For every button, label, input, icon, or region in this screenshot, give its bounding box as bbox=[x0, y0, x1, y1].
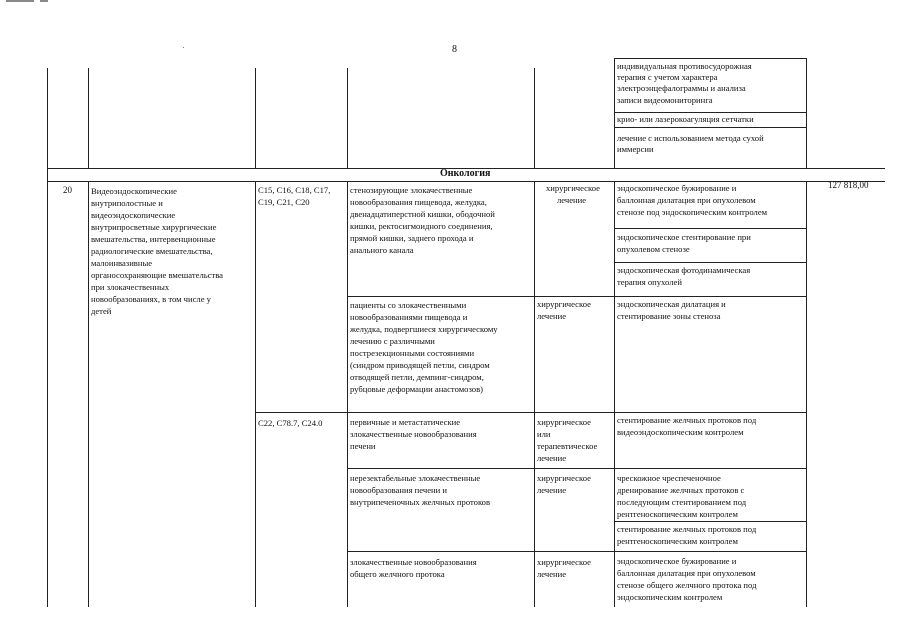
code-line: C15, C16, C18, C17, bbox=[258, 185, 331, 195]
method-line: терапия опухолей bbox=[617, 277, 682, 287]
model-line: первичные и метастатические bbox=[350, 417, 461, 427]
model-line: анального канала bbox=[350, 245, 414, 255]
method-line: стенозе под эндоскопическим контролем bbox=[617, 207, 768, 217]
name-line: новообразованиях, в том числе у bbox=[91, 294, 211, 304]
name-line: вмешательства, интервенционные bbox=[91, 234, 216, 244]
model-line: стенозирующие злокачественные bbox=[350, 185, 473, 195]
model-line: печени bbox=[350, 441, 376, 451]
method-line: стентирование желчных протоков под bbox=[617, 524, 757, 534]
method-line: эндоскопическое бужирование и bbox=[617, 183, 737, 193]
method-line: рентгеноскопическим контролем bbox=[617, 509, 738, 519]
name-line: видеоэндоскопические bbox=[91, 210, 176, 220]
model-line: желудка, подвергшиеся хирургическому bbox=[350, 324, 498, 334]
model-line: отводящей петли, демпинг-синдром, bbox=[350, 372, 484, 382]
model-line: рубцовые деформации анастомозов) bbox=[350, 384, 484, 394]
model-line: нерезектабельные злокачественные bbox=[350, 473, 481, 483]
method-line: чрескожное чреспеченочное bbox=[617, 473, 721, 483]
model-line: новообразования печени и bbox=[350, 485, 447, 495]
name-line: органосохраняющие вмешательства bbox=[91, 270, 223, 280]
treatment-line: хирургическое bbox=[537, 557, 591, 567]
top-edge-mark bbox=[40, 0, 48, 2]
method-cell-line: иммерсии bbox=[617, 144, 654, 154]
method-line: стентирование желчных протоков под bbox=[617, 415, 757, 425]
treatment-line: лечение bbox=[557, 195, 587, 205]
treatment-line: хирургическое bbox=[537, 417, 591, 427]
method-line: видеоэндоскопическим контролем bbox=[617, 427, 744, 437]
model-line: (синдром приводящей петли, синдром bbox=[350, 360, 490, 370]
model-line: злокачественные новообразования bbox=[350, 429, 477, 439]
treatment-line: хирургическое bbox=[537, 299, 591, 309]
treatment-line: лечение bbox=[537, 453, 567, 463]
model-line: пациенты со злокачественными bbox=[350, 300, 467, 310]
method-cell-line: индивидуальная противосудорожная bbox=[617, 61, 752, 71]
name-line: внутрипросветные хирургические bbox=[91, 222, 217, 232]
treatment-line: хирургическое bbox=[537, 473, 591, 483]
name-line: малоинвазивные bbox=[91, 258, 153, 268]
price-value: 127 818,00 bbox=[828, 180, 869, 190]
method-line: эндоскопическое стентирование при bbox=[617, 232, 751, 242]
code-line: C22, C78.7, C24.0 bbox=[258, 418, 323, 428]
name-line: радиологические вмешательства, bbox=[91, 246, 213, 256]
method-line: эндоскопическим контролем bbox=[617, 592, 723, 602]
treatment-line: или bbox=[537, 429, 551, 439]
treatment-line: хирургическое bbox=[546, 183, 600, 193]
name-line: внутриполостные и bbox=[91, 198, 163, 208]
method-line: последующим стентированием под bbox=[617, 497, 747, 507]
model-line: злокачественные новообразования bbox=[350, 557, 477, 567]
method-line: стентирование зоны стеноза bbox=[617, 311, 721, 321]
model-line: двенадцатиперстной кишки, ободочной bbox=[350, 209, 495, 219]
method-line: эндоскопическое бужирование и bbox=[617, 556, 737, 566]
treatment-line: терапевтическое bbox=[537, 441, 598, 451]
method-line: рентгеноскопическим контролем bbox=[617, 536, 738, 546]
row-number: 20 bbox=[63, 185, 72, 195]
model-line: прямой кишки, заднего прохода и bbox=[350, 233, 474, 243]
method-cell-line: лечение с использованием метода сухой bbox=[617, 133, 764, 143]
model-line: кишки, ректосигмоидного соединения, bbox=[350, 221, 493, 231]
method-cell-line: крио- или лазерокоагуляция сетчатки bbox=[617, 114, 754, 124]
method-cell-line: электроэнцефалограммы и анализа bbox=[617, 83, 746, 93]
method-cell-line: записи видеомониторинга bbox=[617, 95, 713, 105]
model-line: пострезекционными состояниями bbox=[350, 348, 475, 358]
method-line: дренирование желчных протоков с bbox=[617, 485, 745, 495]
code-line: C19, C21, C20 bbox=[258, 197, 310, 207]
treatment-line: лечение bbox=[537, 569, 567, 579]
name-line: при злокачественных bbox=[91, 282, 170, 292]
treatment-line: лечение bbox=[537, 311, 567, 321]
method-line: баллонная дилатация при опухолевом bbox=[617, 568, 756, 578]
model-line: новообразованиями пищевода и bbox=[350, 312, 468, 322]
method-line: эндоскопическая дилатация и bbox=[617, 299, 726, 309]
model-line: внутрипеченочных желчных протоков bbox=[350, 497, 491, 507]
scan-speck bbox=[183, 47, 184, 48]
model-line: лечению с различными bbox=[350, 336, 435, 346]
name-line: Видеоэндоскопические bbox=[91, 186, 177, 196]
method-line: баллонная дилатация при опухолевом bbox=[617, 195, 756, 205]
method-line: стенозе общего желчного протока под bbox=[617, 580, 757, 590]
top-edge-mark bbox=[6, 0, 34, 2]
section-title: Онкология bbox=[440, 168, 491, 179]
method-cell-line: терапия с учетом характера bbox=[617, 72, 718, 82]
method-line: эндоскопическая фотодинамическая bbox=[617, 265, 751, 275]
name-line: детей bbox=[91, 306, 112, 316]
model-line: новообразования пищевода, желудка, bbox=[350, 197, 487, 207]
method-line: опухолевом стенозе bbox=[617, 244, 690, 254]
page-number: 8 bbox=[452, 44, 457, 55]
treatment-line: лечение bbox=[537, 485, 567, 495]
model-line: общего желчного протока bbox=[350, 569, 445, 579]
